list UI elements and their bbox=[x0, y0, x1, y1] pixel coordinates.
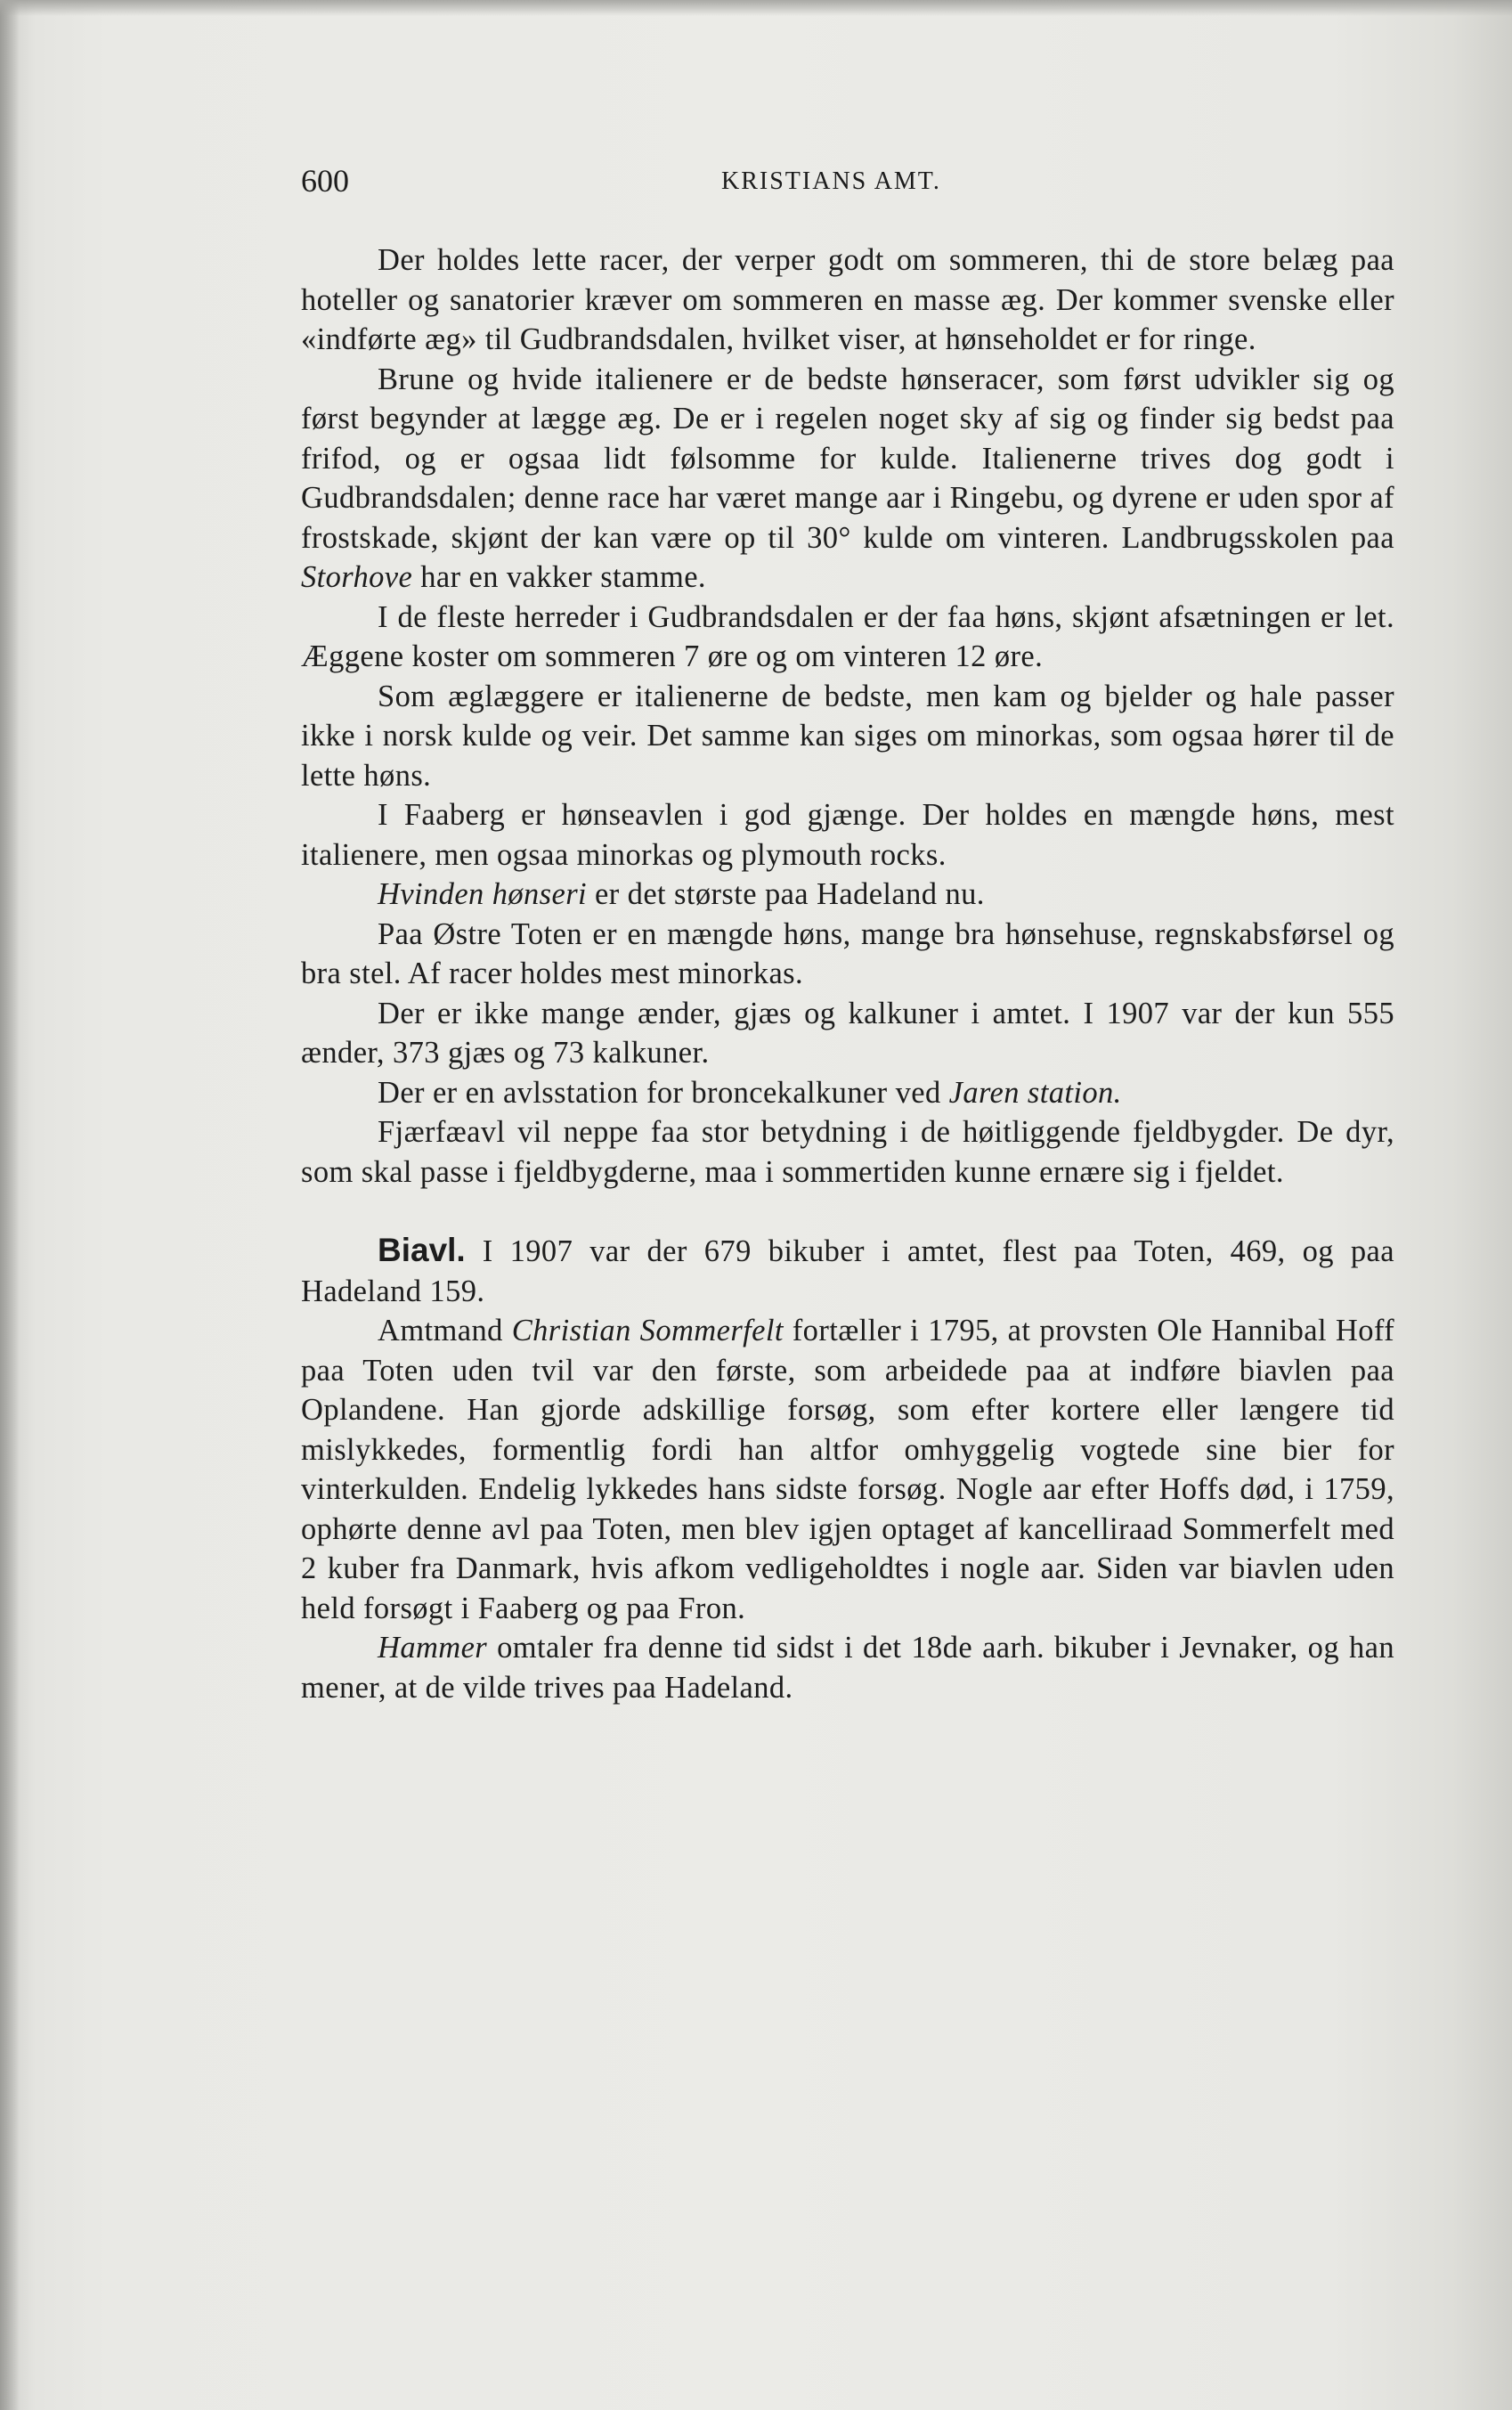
paragraph-text: Fjærfæavl vil neppe faa stor betydning i de høitliggende fjeldbygder. De dyr, som skal passe i fjeldbygderne, maa i sommertiden kunne ernære sig i fjeldet. bbox=[301, 1115, 1394, 1189]
section-heading: Biavl. bbox=[378, 1232, 466, 1268]
italic-name: Christian Sommerfelt bbox=[511, 1314, 784, 1347]
paragraph-faaberg bbox=[301, 795, 1394, 875]
paragraph-text: Brune og hvide italienere er de bedste hønseracer, som først udvikler sig og først begynder at lægge æg. De er i regelen noget sky af sig og finder sig bedst paa frifod, og er ogsaa lidt følsomme for kulde. Italienerne trives dog godt i Gudbrandsdalen; denne race har været mange aar i Ringebu, og dyrene er uden spor af frostskade, skjønt der kan være op til 30° kulde om vinteren. Landbrugsskolen paa bbox=[301, 362, 1394, 555]
paragraph-text: I 1907 var der 679 bikuber i amtet, flest paa Toten, 469, og paa Hadeland 159. bbox=[301, 1234, 1394, 1308]
body-text bbox=[301, 240, 1394, 1707]
page-edge-shadow bbox=[0, 0, 20, 2410]
paragraph-hvinden bbox=[301, 875, 1394, 915]
paragraph-text: har en vakker stamme. bbox=[412, 560, 706, 594]
paragraph-text: Der er ikke mange ænder, gjæs og kalkuner i amtet. I 1907 var der kun 555 ænder, 373 gjæs og 73 kalkuner. bbox=[301, 996, 1394, 1070]
paragraph-sommerfelt bbox=[301, 1311, 1394, 1628]
paragraph-text: I de fleste herreder i Gudbrandsdalen er der faa høns, skjønt afsætningen er let. Æggene koster om sommeren 7 øre og om vinteren 12 øre. bbox=[301, 599, 1394, 673]
page-header bbox=[301, 162, 1396, 207]
paragraph-text: fortæller i 1795, at provsten Ole Hannibal Hoff paa Toten uden tvil var den første, som arbeidede paa at indføre biavlen paa Oplandene. Han gjorde adskillige forsøg, som efter kortere eller længere tid mislykkedes, formentlig fordi han altfor omhyggelig vogtede sine bier for vinterkulden. Endelig lykkedes hans sidste forsøg. Nogle aar efter Hoffs død, i 1759, ophørte denne avl paa Toten, men blev igjen optaget af kancelliraad Sommerfelt med 2 kuber fra Danmark, hvis afkom vedligeholdtes i nogle aar. Siden var biavlen uden held forsøgt i Faaberg og paa Fron. bbox=[301, 1314, 1394, 1625]
paragraph-herreder bbox=[301, 598, 1394, 677]
section-gap bbox=[301, 1192, 1394, 1231]
paragraph-text: er det største paa Hadeland nu. bbox=[587, 877, 985, 911]
running-head: KRISTIANS AMT. bbox=[721, 167, 941, 195]
italic-place-name: Storhove bbox=[301, 560, 413, 594]
italic-name: Hvinden hønseri bbox=[378, 877, 588, 911]
paragraph-aender bbox=[301, 994, 1394, 1073]
paragraph-text: Paa Østre Toten er en mængde høns, mange bra hønsehuse, regnskabsførsel og bra stel. Af racer holdes mest minorkas. bbox=[301, 916, 1394, 990]
paragraph-text: omtaler fra denne tid sidst i det 18de aarh. bikuber i Jevnaker, og han mener, at de vilde trives paa Hadeland. bbox=[301, 1631, 1394, 1705]
paragraph-biavl bbox=[301, 1231, 1394, 1311]
page-top-shadow bbox=[0, 0, 1512, 16]
paragraph-ostre-toten bbox=[301, 915, 1394, 994]
paragraph-text: Som æglæggere er italienerne de bedste, men kam og bjelder og hale passer ikke i norsk kulde og veir. Det samme kan siges om minorkas, som ogsaa hører til de lette høns. bbox=[301, 679, 1394, 793]
paragraph-text: Der er en avlsstation for broncekalkuner ved bbox=[378, 1075, 949, 1110]
italic-name: Hammer bbox=[378, 1631, 488, 1665]
paragraph-text: Der holdes lette racer, der verper godt om sommeren, thi de store belæg paa hoteller og sanatorier kræver om sommeren en masse æg. Der kommer svenske eller «indførte æg» til Gudbrandsdalen, hvilket viser, at hønseholdet er for ringe. bbox=[301, 243, 1394, 356]
paragraph-fjaerfaeavl bbox=[301, 1112, 1394, 1192]
paragraph-hammer bbox=[301, 1628, 1394, 1707]
italic-place-name: Jaren station. bbox=[948, 1075, 1122, 1110]
paragraph-avlsstation bbox=[301, 1073, 1394, 1113]
paragraph-racer bbox=[301, 240, 1394, 360]
paragraph-italienere bbox=[301, 360, 1394, 598]
paragraph-text: I Faaberg er hønseavlen i god gjænge. Der holdes en mængde høns, mest italienere, men ogsaa minorkas og plymouth rocks. bbox=[301, 798, 1394, 872]
page-number: 600 bbox=[301, 163, 349, 199]
paragraph-text: Amtmand bbox=[378, 1314, 512, 1347]
paragraph-aeglaeggere bbox=[301, 677, 1394, 796]
